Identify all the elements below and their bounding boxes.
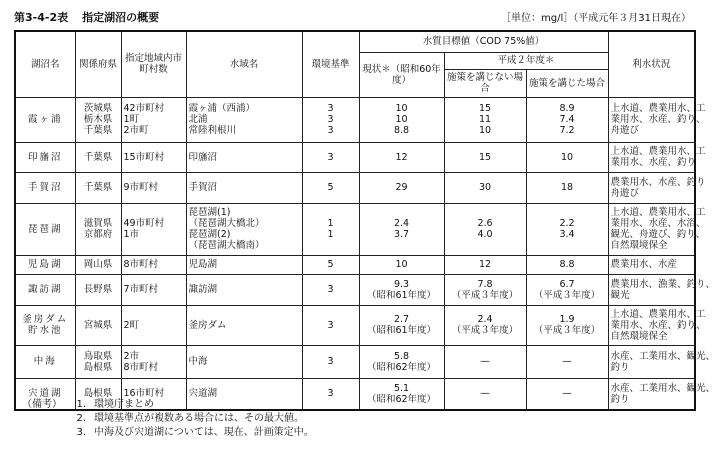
env-standard <box>302 97 359 142</box>
table-unit-date <box>501 9 691 24</box>
lake-name: 諏訪湖 <box>15 274 75 305</box>
no-action-value <box>444 142 526 172</box>
prefecture <box>75 255 121 274</box>
env-standard-line: 5 <box>327 259 334 270</box>
municipality-count-line: 1市 <box>123 229 140 240</box>
municipality-count <box>121 255 186 274</box>
env-standard-line: 3 <box>327 388 334 400</box>
no-action-value <box>444 345 526 378</box>
action-value-line: 3.4 <box>559 229 575 240</box>
table-row <box>15 255 695 274</box>
action-value-line: 8.8 <box>559 259 575 270</box>
municipality-count <box>121 142 186 172</box>
water-use <box>608 203 706 255</box>
lake-name: 中海 <box>15 345 75 378</box>
col-header-h2: 平成２年度＊ <box>444 52 608 69</box>
lake-summary-table <box>14 30 715 411</box>
water-use-line: 上水道、農業用水、工 <box>610 207 706 218</box>
lake-name: 手賀沼 <box>15 172 75 203</box>
municipality-count <box>121 203 186 255</box>
current-value <box>359 142 444 172</box>
current-value-line: 2.4 <box>393 218 410 229</box>
municipality-count-line: 42市町村 <box>123 103 165 114</box>
water-area <box>186 305 302 345</box>
current-value-line: （昭和61年度） <box>366 289 437 301</box>
table-row <box>15 345 695 378</box>
current-value <box>359 172 444 203</box>
no-action-value-line: 12 <box>478 259 492 270</box>
col-header-water: 水域名 <box>186 31 302 97</box>
prefecture <box>75 305 121 345</box>
action-value <box>526 345 608 378</box>
water-use-line: 農業用水、水産 <box>610 259 678 270</box>
prefecture-line: 宮城県 <box>83 319 113 331</box>
current-value-line: （昭和61年度） <box>366 325 437 336</box>
water-area-line: 釜房ダム <box>188 319 227 331</box>
action-value-line: 7.4 <box>559 114 575 125</box>
no-action-value <box>444 172 526 203</box>
municipality-count-line: 8市町村 <box>123 259 159 270</box>
table-title: 指定湖沼の概要 <box>82 11 160 24</box>
water-area-line: 児島湖 <box>188 259 218 270</box>
water-area-line: 常陸利根川 <box>188 125 237 136</box>
notes-label: （備考） <box>22 399 62 410</box>
municipality-count-line: 2町 <box>123 319 140 331</box>
current-value-line: 10 <box>395 114 408 125</box>
prefecture <box>75 274 121 305</box>
no-action-value-line: 7.8 <box>477 278 493 290</box>
water-use-line: 上水道、農業用水、工 <box>610 308 706 320</box>
env-standard <box>302 142 359 172</box>
prefecture-line: 島根県 <box>83 361 113 373</box>
lake-name: 釜房ダム貯水池 <box>15 305 75 345</box>
water-area-line: （琵琶湖大橋南） <box>188 240 265 251</box>
action-value-line: （平成３年度） <box>533 325 601 336</box>
no-action-value-line: 11 <box>478 114 492 125</box>
env-standard-line: 3 <box>327 151 334 163</box>
env-standard-line: 1 <box>327 218 334 229</box>
water-use-line: 業用水、水産、水浴、 <box>610 218 706 229</box>
current-value-line: 9.3 <box>393 278 410 290</box>
water-use-line: 自然環境保全 <box>610 330 668 342</box>
current-value <box>359 255 444 274</box>
water-use <box>608 255 695 274</box>
no-action-value <box>444 97 526 142</box>
no-action-value-line: 30 <box>478 182 492 193</box>
current-value-line: 10 <box>395 103 408 114</box>
no-action-value <box>444 255 526 274</box>
current-value <box>359 97 444 142</box>
no-action-value <box>444 274 526 305</box>
prefecture-line: 栃木県 <box>83 114 113 125</box>
water-use <box>608 142 706 172</box>
water-use-line: 業用水、水産、釣り、 <box>610 114 706 125</box>
prefecture-line: 鳥取県 <box>83 350 113 362</box>
current-value-line: （昭和62年度） <box>366 393 437 405</box>
current-value <box>359 345 444 378</box>
action-value <box>526 203 608 255</box>
col-header-no-action: 施策を講じない場合 <box>444 69 526 97</box>
water-use-line: 水産、工業用水、観光、 <box>610 382 715 394</box>
note-item: 3. 中海及び宍道湖については、現在、計画策定中。 <box>76 427 314 438</box>
current-value-line: （昭和62年度） <box>366 361 437 373</box>
prefecture-line: 千葉県 <box>83 151 113 163</box>
action-value <box>526 172 608 203</box>
prefecture-line: 千葉県 <box>83 182 113 193</box>
no-action-value-line: 2.6 <box>477 218 493 229</box>
col-header-muni: 指定地域内市町村数 <box>121 31 186 97</box>
water-use-line: 農業用水、漁業、釣り、 <box>610 278 715 290</box>
col-header-action: 施策を講じた場合 <box>526 69 608 97</box>
action-value <box>526 378 608 410</box>
lake-name: 琵琶湖 <box>15 203 75 255</box>
env-standard <box>302 255 359 274</box>
prefecture-line: 茨城県 <box>83 103 113 114</box>
water-use-line: 舟遊び <box>610 125 640 136</box>
water-area-line: 琵琶湖(2) <box>188 229 231 240</box>
action-value-line: 8.9 <box>559 103 575 114</box>
col-header-lake: 湖沼名 <box>15 31 75 97</box>
action-value <box>526 255 608 274</box>
municipality-count <box>121 345 186 378</box>
current-value-line: 12 <box>395 151 408 163</box>
env-standard <box>302 305 359 345</box>
action-value-line: — <box>562 388 572 400</box>
table-row <box>15 203 695 255</box>
env-standard <box>302 172 359 203</box>
water-use <box>608 274 715 305</box>
env-standard-line: 3 <box>327 284 334 295</box>
col-header-use: 利水状況 <box>608 31 695 97</box>
no-action-value-line: 4.0 <box>477 229 493 240</box>
water-area-line: 北浦 <box>188 114 208 125</box>
lake-name: 印旛沼 <box>15 142 75 172</box>
water-area-line: （琵琶湖大橋北） <box>188 218 265 229</box>
header-row-1 <box>15 31 695 52</box>
prefecture-line: 岡山県 <box>83 259 113 270</box>
action-value-line: 2.2 <box>559 218 575 229</box>
col-header-pref: 関係府県 <box>75 31 121 97</box>
water-use-line: 農業用水、水産、釣り <box>610 176 706 188</box>
water-area <box>186 142 302 172</box>
note-item: （備考） 1. 環境庁まとめ <box>22 399 154 410</box>
env-standard-line: 3 <box>327 125 334 136</box>
unit-label: ［単位：mg/l］ <box>501 13 574 24</box>
env-standard-line: 3 <box>327 356 334 367</box>
water-use-line: 舟遊び <box>610 187 640 199</box>
env-standard <box>302 203 359 255</box>
env-standard-line: 3 <box>327 319 334 331</box>
action-value <box>526 305 608 345</box>
water-area-line: 印旛沼 <box>188 151 218 163</box>
current-value <box>359 378 444 410</box>
lake-name: 児島湖 <box>15 255 75 274</box>
water-area <box>186 172 302 203</box>
water-use-line: 釣り <box>610 361 630 373</box>
prefecture-line: 長野県 <box>83 284 113 295</box>
prefecture <box>75 203 121 255</box>
water-use-line: 業用水、水産、釣り、 <box>610 319 706 331</box>
action-value-line: 6.7 <box>559 278 575 290</box>
water-use <box>608 172 706 203</box>
current-value <box>359 274 444 305</box>
note-text: 環境庁まとめ <box>94 399 154 410</box>
municipality-count-line: 9市町村 <box>123 182 159 193</box>
table-number: 第3-4-2表 <box>14 11 69 24</box>
municipality-count <box>121 305 186 345</box>
no-action-value <box>444 378 526 410</box>
water-area <box>186 97 302 142</box>
env-standard-line: 1 <box>327 229 334 240</box>
no-action-value-line: 15 <box>478 103 492 114</box>
water-area-line: 中海 <box>188 356 208 367</box>
current-value-line: 5.1 <box>393 382 410 394</box>
prefecture <box>75 172 121 203</box>
table-row <box>15 172 695 203</box>
no-action-value-line: — <box>480 388 490 400</box>
water-area <box>186 274 302 305</box>
prefecture-line: 滋賀県 <box>83 218 113 229</box>
action-value-line: 7.2 <box>559 125 575 136</box>
lake-name: 宍道湖 <box>15 378 75 410</box>
water-use-line: 観光、舟遊び、釣り、 <box>610 229 706 240</box>
col-header-current: 現状＊（昭和60年度） <box>359 52 444 97</box>
municipality-count <box>121 97 186 142</box>
note-text: 環境基準点が複数ある場合には、その最大値。 <box>94 413 304 424</box>
current-value <box>359 203 444 255</box>
action-value <box>526 142 608 172</box>
current-value-line: 3.7 <box>393 229 410 240</box>
no-action-value-line: 10 <box>478 125 492 136</box>
prefecture <box>75 97 121 142</box>
prefecture <box>75 345 121 378</box>
municipality-count-line: 8市町村 <box>123 361 159 373</box>
action-value-line: 18 <box>560 182 574 193</box>
prefecture-line: 島根県 <box>83 388 113 400</box>
municipality-count-line: 2市町 <box>123 125 149 136</box>
water-use-line: 上水道、農業用水、工 <box>610 146 706 157</box>
col-header-target: 水質目標値（COD 75%値） <box>359 31 608 52</box>
current-value <box>359 305 444 345</box>
table-row <box>15 97 695 142</box>
water-use-line: 観光 <box>610 289 630 301</box>
current-value-line: 29 <box>395 182 408 193</box>
no-action-value <box>444 305 526 345</box>
env-standard <box>302 345 359 378</box>
env-standard-line: 5 <box>327 182 334 193</box>
table-row <box>15 274 695 305</box>
water-use-line: 業用水、水産、釣り <box>610 157 697 168</box>
water-area <box>186 203 302 255</box>
municipality-count-line: 16市町村 <box>123 388 165 400</box>
note-item: 2. 環境基準点が複数ある場合には、その最大値。 <box>76 413 304 424</box>
water-use-line: 水産、工業用水、観光、 <box>610 350 715 362</box>
no-action-value-line: — <box>480 356 490 367</box>
action-value <box>526 97 608 142</box>
no-action-value-line: （平成３年度） <box>451 289 519 301</box>
water-area <box>186 255 302 274</box>
water-use <box>608 378 715 410</box>
note-text: 中海及び宍道湖については、現在、計画策定中。 <box>94 427 314 438</box>
municipality-count-line: 49市町村 <box>123 218 165 229</box>
municipality-count <box>121 172 186 203</box>
municipality-count-line: 1町 <box>123 114 140 125</box>
water-area-line: 宍道湖 <box>188 388 218 400</box>
no-action-value-line: （平成３年度） <box>451 325 519 336</box>
col-header-std: 環境基準 <box>302 31 359 97</box>
env-standard <box>302 274 359 305</box>
prefecture <box>75 142 121 172</box>
municipality-count-line: 2市 <box>123 350 140 362</box>
water-use-line: 釣り <box>610 393 630 405</box>
action-value <box>526 274 608 305</box>
current-value-line: 10 <box>395 259 408 270</box>
action-value-line: — <box>562 356 572 367</box>
current-value-line: 5.8 <box>393 350 410 362</box>
water-use-line: 上水道、農業用水、工 <box>610 103 706 114</box>
no-action-value-line: 15 <box>478 151 492 163</box>
municipality-count <box>121 274 186 305</box>
action-value-line: 1.9 <box>559 314 575 325</box>
water-use <box>608 97 706 142</box>
table-row <box>15 305 695 345</box>
water-use-line: 自然環境保全 <box>610 240 668 251</box>
water-area-line: 琵琶湖(1) <box>188 207 231 218</box>
env-standard-line: 3 <box>327 114 334 125</box>
env-standard-line: 3 <box>327 103 334 114</box>
municipality-count-line: 15市町村 <box>123 151 165 163</box>
water-area-line: 霞ヶ浦（西浦） <box>188 103 256 114</box>
as-of-date: （平成元年３月31日現在） <box>573 13 691 24</box>
table-notes <box>22 398 314 440</box>
current-value-line: 8.8 <box>393 125 410 136</box>
prefecture-line: 京都府 <box>83 229 113 240</box>
municipality-count-line: 7市町村 <box>123 284 159 295</box>
water-use <box>608 305 706 345</box>
no-action-value-line: 2.4 <box>477 314 493 325</box>
table-heading <box>14 9 159 25</box>
no-action-value <box>444 203 526 255</box>
action-value-line: 10 <box>560 151 574 163</box>
action-value-line: （平成３年度） <box>533 289 601 301</box>
prefecture-line: 千葉県 <box>83 125 113 136</box>
water-use <box>608 345 715 378</box>
lake-name: 霞ヶ浦 <box>15 97 75 142</box>
current-value-line: 2.7 <box>393 314 410 325</box>
table-row <box>15 142 695 172</box>
water-area-line: 諏訪湖 <box>188 284 218 295</box>
water-area-line: 手賀沼 <box>188 182 218 193</box>
water-area <box>186 345 302 378</box>
